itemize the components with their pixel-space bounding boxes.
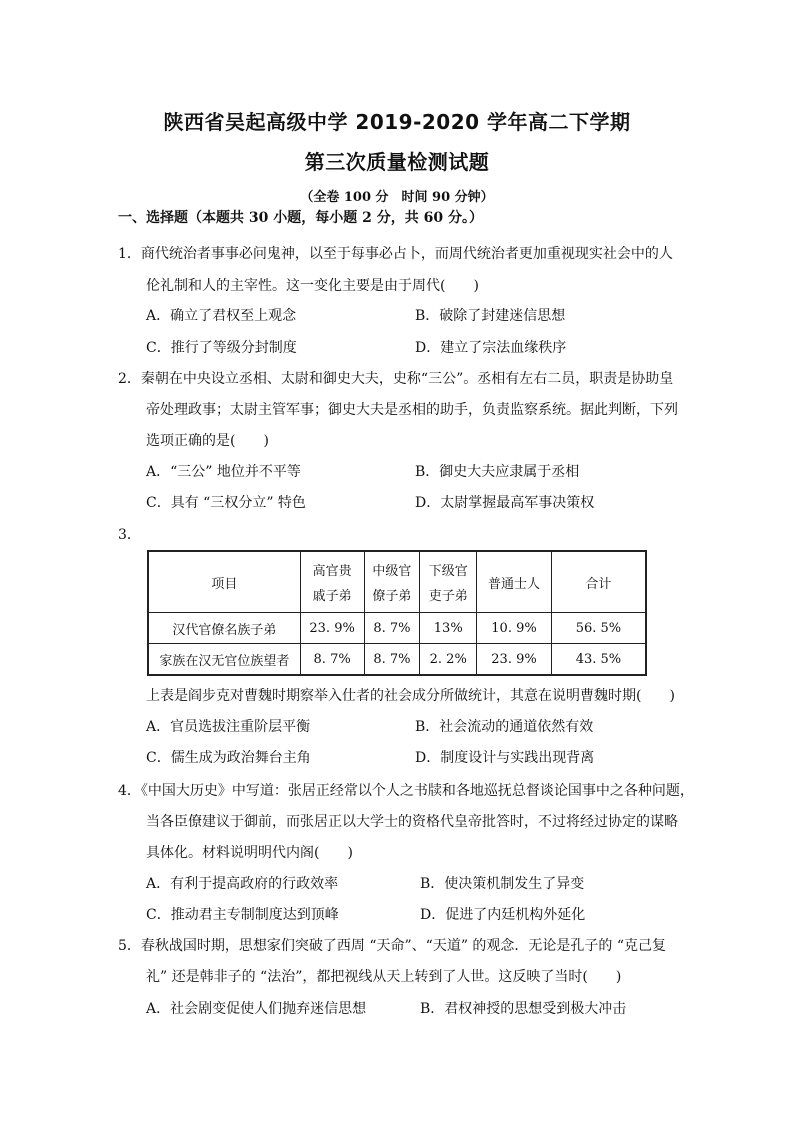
header-cell-total: 合计 (551, 551, 646, 613)
table-cell: 汉代官僚名族子弟 (148, 613, 300, 644)
q2-option-b: B．御史大夫应隶属于丞相 (415, 464, 580, 480)
q4-stem-line3: 具体化。材料说明明代内阁( ) (146, 845, 353, 861)
q2-option-d: D．太尉掌握最高军事决策权 (415, 495, 595, 511)
q5-stem-line1: 5．春秋战国时期，思想家们突破了西周 “天命”、“天道” 的观念．无论是孔子的 “克己复 (118, 938, 667, 954)
q1-option-c: C．推行了等级分封制度 (146, 340, 297, 356)
q4-stem-line2: 当各臣僚建议于御前，而张居正以大学士的资格代皇帝批答时，不过将经过协定的谋略 (146, 814, 678, 830)
table-cell: 13% (420, 613, 477, 644)
table-cell: 8. 7% (300, 644, 364, 676)
q2-stem-line3: 选项正确的是( ) (146, 433, 269, 449)
q3-option-a: A．官员选拔注重阶层平衡 (146, 719, 311, 735)
exam-title-line2: 第三次质量检测试题 (304, 150, 490, 174)
q3-statistics-table (147, 550, 647, 676)
q1-option-d: D．建立了宗法血缘秩序 (415, 340, 567, 356)
q3-option-c: C．儒生成为政治舞台主角 (146, 750, 311, 766)
q3-number: 3． (118, 527, 141, 543)
header-cell-high-officials: 高官贵 戚子弟 (300, 551, 364, 613)
exam-subtitle: （全卷 100 分 时间 90 分钟） (300, 190, 494, 205)
q2-stem-line2: 帝处理政事；太尉主管军事；御史大夫是丞相的助手，负责监察系统。据此判断，下列 (146, 402, 678, 418)
header-cell-commoners: 普通士人 (477, 551, 552, 613)
table-cell: 8. 7% (364, 613, 420, 644)
header-cell-mid-officials: 中级官 僚子弟 (364, 551, 420, 613)
q4-option-d: D．促进了内廷机构外延化 (420, 907, 586, 923)
table-header-row (148, 551, 646, 613)
q2-option-c: C．具有 “三权分立” 特色 (146, 495, 306, 511)
table-cell: 家族在汉无官位族望者 (148, 644, 300, 676)
q4-option-b: B．使决策机制发生了异变 (420, 876, 585, 892)
header-cell-low-officials: 下级官 吏子弟 (420, 551, 477, 613)
table-cell: 43. 5% (551, 644, 646, 676)
table-cell: 23. 9% (300, 613, 364, 644)
table-cell: 23. 9% (477, 644, 552, 676)
q4-option-a: A．有利于提高政府的行政效率 (146, 876, 339, 892)
q4-option-c: C．推动君主专制制度达到顶峰 (146, 907, 339, 923)
q3-option-d: D．制度设计与实践出现背离 (415, 750, 595, 766)
table-cell: 2. 2% (420, 644, 477, 676)
section-heading: 一、选择题（本题共 30 小题，每小题 2 分，共 60 分。） (118, 210, 483, 226)
q3-option-b: B．社会流动的通道依然有效 (415, 719, 594, 735)
q1-stem-line2: 伦礼制和人的主宰性。这一变化主要是由于周代( ) (146, 278, 479, 294)
q1-stem-line1: 1．商代统治者事事必问鬼神，以至于每事必占卜，而周代统治者更加重视现实社会中的人 (118, 246, 673, 262)
table-row (148, 613, 646, 644)
q2-stem-line1: 2．秦朝在中央设立丞相、太尉和御史大夫，史称“三公”。丞相有左右二员，职责是协助皇 (118, 371, 674, 387)
table-cell: 10. 9% (477, 613, 552, 644)
q2-option-a: A．“三公” 地位并不平等 (146, 464, 301, 480)
table-cell: 8. 7% (364, 644, 420, 676)
q5-option-a: A．社会剧变促使人们抛弃迷信思想 (146, 1001, 367, 1017)
q4-stem-line1: 4．《中国大历史》中写道：张居正经常以个人之书牍和各地巡抚总督谈论国事中之各种问题， (118, 783, 694, 799)
table-row (148, 644, 646, 676)
q1-option-b: B．破除了封建迷信思想 (415, 308, 566, 324)
header-cell-item: 项目 (148, 551, 300, 613)
q5-option-b: B．君权神授的思想受到极大冲击 (420, 1001, 627, 1017)
q3-stem-line1: 上表是阎步克对曹魏时期察举入仕者的社会成分所做统计，其意在说明曹魏时期( ) (146, 688, 675, 704)
q1-option-a: A．确立了君权至上观念 (146, 308, 297, 324)
q5-stem-line2: 礼” 还是韩非子的 “法治”，都把视线从天上转到了人世。这反映了当时( ) (146, 969, 622, 985)
table-cell: 56. 5% (551, 613, 646, 644)
exam-title-line1: 陕西省吴起高级中学 2019-2020 学年高二下学期 (163, 110, 631, 134)
